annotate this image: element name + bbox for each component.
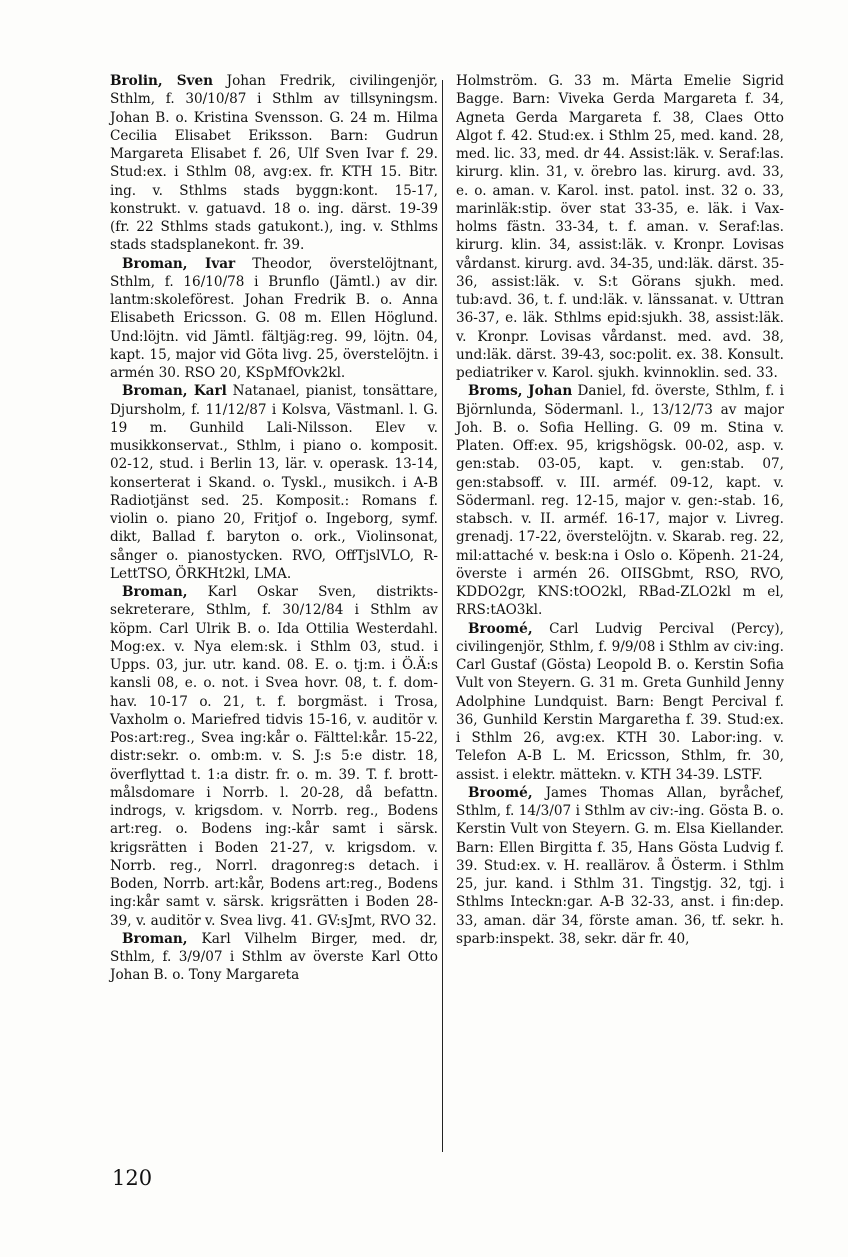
entry-broman-birger <box>110 930 438 985</box>
entry-name: Broms, Johan <box>468 383 573 400</box>
entry-text: Holmström. G. 33 m. Märta Emelie Sigrid Bagge. Barn: Viveka Gerda Margareta f. 34, Agneta Gerda Margareta f. 38, Claes Otto Algot f. 42. Stud:ex. i Sthlm 25, med. kand. 28, med. lic. 33, med. dr 44. Assist:läk. v. Seraf:las. kirurg. klin. 31, v. örebro las. kirurg. avd. 33, e. o. aman. v. Karol. inst. patol. inst. 32 o. 33, marinläk:stip. över stat 33-35, e. läk. i Vaxholms fästn. 33-34, t. f. aman. v. Seraf:las. kirurg. klin. 34, assist:läk. v. Kronpr. Lovisas vårdanst. kirurg. avd. 34-35, und:läk. därst. 35-36, assist:läk. v. S:t Görans sjukh. med. tub:avd. 36, t. f. und:läk. v. länssanat. v. Uttran 36-37, e. läk. Sthlms epid:sjukh. 38, assist:läk. v. Kronpr. Lovisas vårdanst. med. avd. 38, und:läk. därst. 39-43, soc:polit. ex. 38. Konsult. pediatriker v. Karol. sjukh. kvinnoklin. sed. 33. <box>456 73 784 381</box>
entry-broman-sven <box>110 583 438 930</box>
entry-text: Daniel, fd. överste, Sthlm, f. i Björnlunda, Södermanl. l., 13/12/73 av major Joh. B. o. Sofia Helling. G. 09 m. Stina v. Platen. Off:ex. 95, krigshögsk. 00-02, asp. v. gen:stab. 03-05, kapt. v. gen:stab. 07, gen:stabsoff. v. III. arméf. 09-12, kapt. v. Södermanl. reg. 12-15, major v. gen:-stab. 16, stabsch. v. II. arméf. 16-17, major v. Livreg. grenadj. 17-22, överstelöjtn. v. Skarab. reg. 22, mil:attaché v. besk:na i Oslo o. Köpenh. 21-24, överste i armén 26. OIISGbmt, RSO, RVO, KDDO2gr, KNS:tOO2kl, RBad-ZLO2kl m el, RRS:tAO3kl. <box>456 383 784 619</box>
entry-name: Broman, <box>122 930 188 947</box>
left-column <box>110 72 438 985</box>
entry-text: Carl Ludvig Percival (Percy), civilingenjör, Sthlm, f. 9/9/08 i Sthlm av civ:ing. Carl Gustaf (Gösta) Leopold B. o. Kerstin Sofia Vult von Steyern. G. 31 m. Greta Gunhild Jenny Adolphine Lundquist. Barn: Bengt Percival f. 36, Gunhild Kerstin Margaretha f. 39. Stud:ex. i Sthlm 26, avg:ex. KTH 30. Labor:ing. v. Telefon A-B L. M. Ericsson, Sthlm, fr. 30, assist. i elektr. mättekn. v. KTH 34-39. LSTF. <box>456 620 784 783</box>
right-column <box>456 72 784 948</box>
entry-text: Theodor, överstelöjtnant, Sthlm, f. 16/10/78 i Brunflo (Jämtl.) av dir. lantm:skoleförest. Johan Fredrik B. o. Anna Elisabeth Ericsson. G. 08 m. Ellen Höglund. Und:löjtn. vid Jämtl. fältjäg:reg. 99, löjtn. 04, kapt. 15, major vid Göta livg. 25, överstelöjtn. i armén 30. RSO 20, KSpMfOvk2kl. <box>110 255 438 381</box>
entry-brolin-sven <box>110 72 438 255</box>
entry-text: Karl Vilhelm Birger, med. dr, Sthlm, f. 3/9/07 i Sthlm av överste Karl Otto Johan B. o. Tony Margareta <box>110 930 438 984</box>
entry-text: Johan Fredrik, civilingenjör, Sthlm, f. 30/10/87 i Sthlm av tillsyningsm. Johan B. o. Kristina Svensson. G. 24 m. Hilma Cecilia Elisabet Eriksson. Barn: Gudrun Margareta Elisabet f. 26, Ulf Sven Ivar f. 29. Stud:ex. i Sthlm 08, avg:ex. fr. KTH 15. Bitr. ing. v. Sthlms stads byggn:kont. 15-17, konstrukt. v. gatuavd. 18 o. ing. därst. 19-39 (fr. 22 Sthlms stads gatukont.), ing. v. Sthlms stads stadsplanekont. fr. 39. <box>110 73 438 254</box>
entry-name: Broman, Karl <box>122 383 227 400</box>
entry-name: Broman, Ivar <box>122 255 236 272</box>
entry-text: Karl Oskar Sven, distriktssekreterare, Sthlm, f. 30/12/84 i Sthlm av köpm. Carl Ulrik B. o. Ida Ottilia Westerdahl. Mog:ex. v. Nya elem:sk. i Sthlm 03, stud. i Upps. 03, jur. utr. kand. 08. E. o. tj:m. i Ö.Ä:s kansli 08, e. o. not. i Svea hovr. 08, t. f. domhav. 10-17 o. 21, t. f. borgmäst. i Trosa, Vaxholm o. Mariefred tidvis 15-16, v. auditör v. Pos:art:reg., Svea ing:kår o. Fälttel:kår. 15-22, distr:sekr. o. omb:m. v. S. J:s 5:e distr. 18, överflyttad t. 1:a distr. fr. o. m. 39. T. f. brottmålsdomare i Norrb. l. 20-28, då befattn. indrogs, v. krigsdom. v. Norrb. reg., Bodens art:reg. o. Bodens ing:-kår samt i särsk. krigsrätten i Boden 21-27, v. krigsdom. v. Norrb. reg., Norrl. dragonreg:s detach. i Boden, Norrb. art:kår, Bodens art:reg., Bodens ing:kår samt v. särsk. krigsrätten i Boden 28-39, v. auditör v. Svea livg. 41. GV:sJmt, RVO 32. <box>110 584 438 929</box>
column-divider <box>442 80 443 1152</box>
entry-broman-ivar <box>110 255 438 383</box>
entry-text: Natanael, pianist, tonsättare, Djursholm, f. 11/12/87 i Kolsva, Västmanl. l. G. 19 m. Gunhild Lali-Nilsson. Elev v. musikkonservat., Sthlm, i piano o. komposit. 02-12, stud. i Berlin 13, lär. v. operask. 13-14, konserterat i Skand. o. Tyskl., musikch. i A-B Radiotjänst sed. 25. Komposit.: Romans f. violin o. piano 20, Fritjof o. Ingeborg, symf. dikt, Ballad f. baryton o. ork., Violinsonat, sånger o. pianostycken. RVO, OffTjslVLO, R-LettTSO, ÖRKHt2kl, LMA. <box>110 383 438 582</box>
entry-name: Broomé, <box>468 784 533 801</box>
entry-name: Broman, <box>122 584 188 600</box>
entry-broman-karl <box>110 382 438 583</box>
entry-name: Broomé, <box>468 620 533 637</box>
entry-text: James Thomas Allan, byråchef, Sthlm, f. 14/3/07 i Sthlm av civ:-ing. Gösta B. o. Kerstin Vult von Steyern. G. m. Elsa Kiellander. Barn: Ellen Birgitta f. 35, Hans Gösta Ludvig f. 39. Stud:ex. v. H. reallärov. å Österm. i Sthlm 25, jur. kand. i Sthlm 31. Tingstjg. 32, tgj. i Sthlms Inteckn:gar. A-B 32-33, anst. i fin:dep. 33, aman. där 34, förste aman. 36, tf. sekr. h. sparb:inspekt. 38, sekr. där fr. 40, <box>456 784 784 947</box>
entry-broome-allan <box>456 784 784 948</box>
entry-broms-johan <box>456 382 784 619</box>
page-number: 120 <box>112 1166 153 1190</box>
entry-broome-percy <box>456 620 784 784</box>
entry-continuation <box>456 72 784 382</box>
entry-name: Brolin, Sven <box>110 73 213 89</box>
